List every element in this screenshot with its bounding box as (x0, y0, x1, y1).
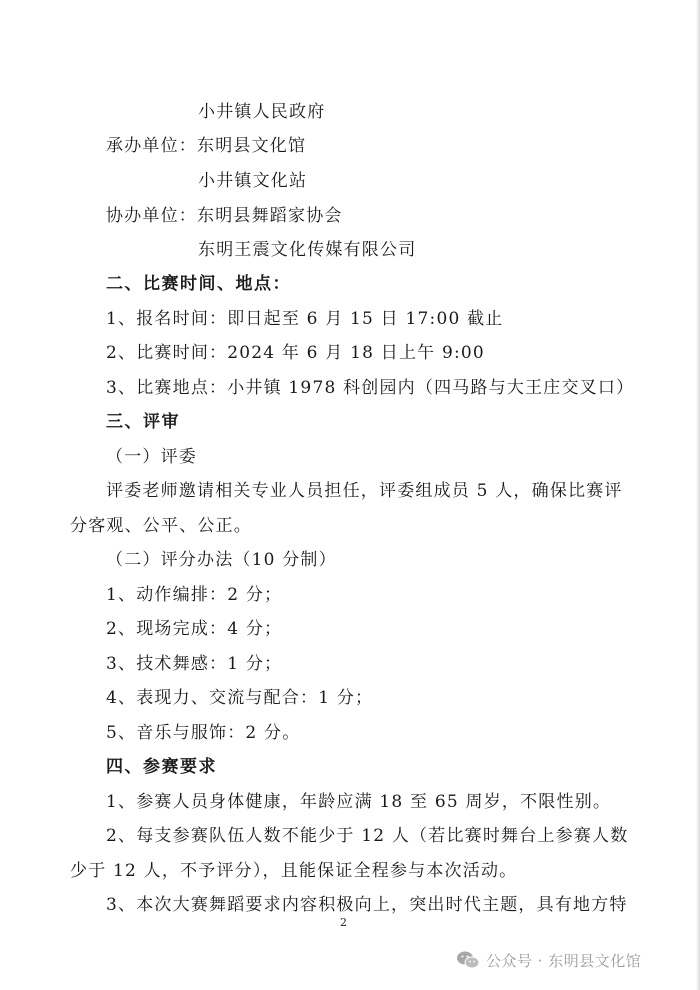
competition-time: 2、比赛时间：2024 年 6 月 18 日上午 9:00 (106, 343, 485, 363)
host-unit-line-2: 小井镇文化站 (198, 171, 308, 191)
page-edge (696, 0, 700, 990)
judges-paragraph-line-2: 分客观、公平、公正。 (70, 516, 252, 536)
registration-time: 1、报名时间：即日起至 6 月 15 日 17:00 截止 (106, 309, 504, 329)
section-heading-requirements: 四、参赛要求 (106, 757, 217, 777)
page-number: 2 (340, 916, 347, 929)
score-criterion: 4、表现力、交流与配合：1 分； (106, 688, 374, 708)
organizer-line-1: 小井镇人民政府 (198, 102, 326, 122)
requirement-1: 1、参赛人员身体健康，年龄应满 18 至 65 周岁，不限性别。 (106, 792, 612, 812)
requirement-3: 3、本次大赛舞蹈要求内容积极向上，突出时代主题，具有地方特 (106, 895, 628, 915)
wechat-watermark (456, 948, 641, 972)
requirement-2-line-2: 少于 12 人，不予评分），且能保证全程参与本次活动。 (70, 861, 518, 881)
competition-venue: 3、比赛地点：小井镇 1978 科创园内（四马路与大王庄交叉口） (106, 378, 635, 398)
section-heading-time-place: 二、比赛时间、地点： (106, 274, 291, 294)
requirement-2-line-1: 2、每支参赛队伍人数不能少于 12 人（若比赛时舞台上参赛人数 (106, 826, 629, 846)
host-unit-line: 承办单位：东明县文化馆 (106, 136, 307, 156)
judges-paragraph-line-1: 评委老师邀请相关专业人员担任，评委组成员 5 人，确保比赛评 (106, 481, 623, 501)
wechat-icon (456, 950, 480, 970)
subsection-scoring: （二）评分办法（10 分制） (106, 550, 337, 570)
co-organizer-line-2: 东明王震文化传媒有限公司 (198, 240, 417, 260)
score-criterion: 5、音乐与服饰：2 分。 (106, 723, 301, 743)
co-organizer-line: 协办单位：东明县舞蹈家协会 (106, 206, 343, 226)
subsection-judges: （一）评委 (106, 447, 197, 467)
score-criterion: 2、现场完成：4 分； (106, 619, 283, 639)
watermark-text: 公众号 · 东明县文化馆 (486, 951, 642, 970)
score-criterion: 3、技术舞感：1 分； (106, 654, 283, 674)
score-criterion: 1、动作编排：2 分； (106, 585, 283, 605)
section-heading-judging: 三、评审 (106, 412, 180, 432)
